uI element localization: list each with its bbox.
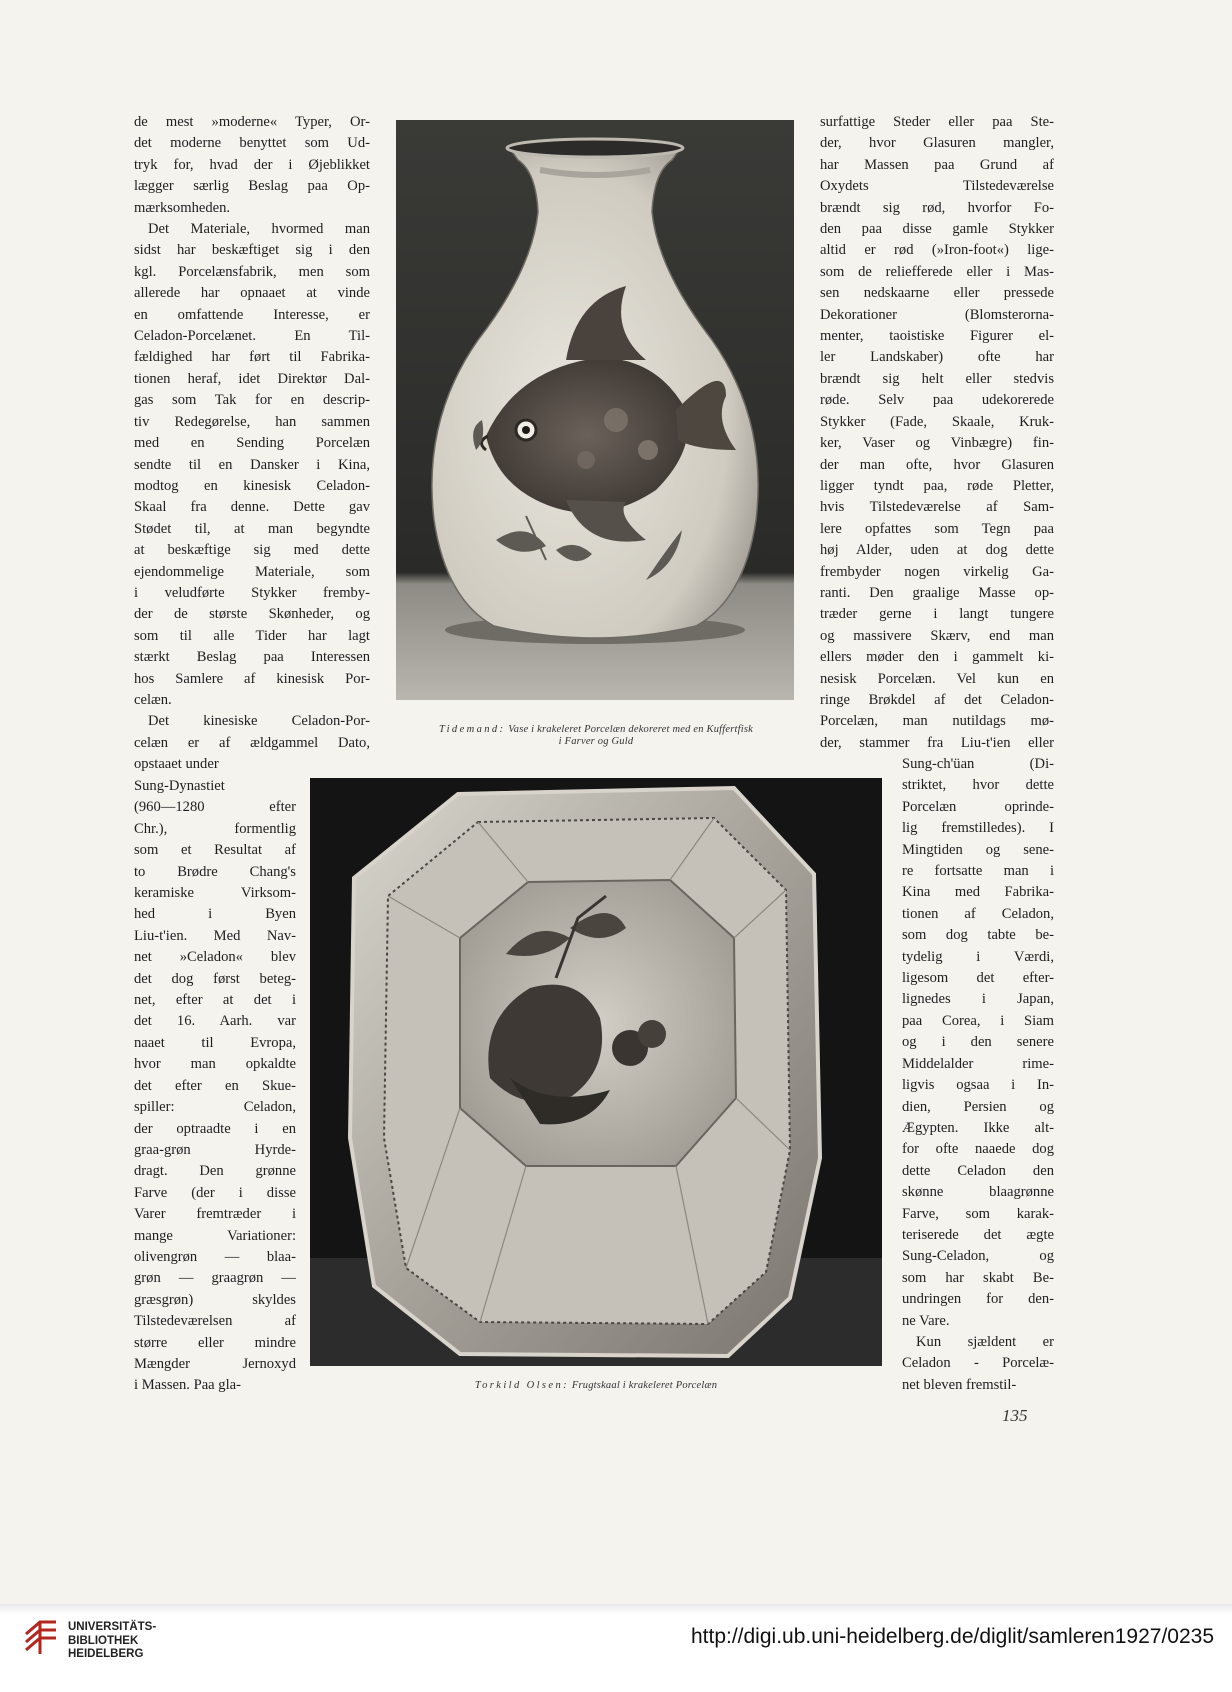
text-line: der man ofte, hvor Glasuren — [820, 456, 1054, 473]
text-line: graa-grøn Hyrde- — [134, 1141, 296, 1158]
vase-caption-text-2: i Farver og Guld — [558, 736, 634, 747]
text-line: som dog tabte be- — [902, 927, 1054, 944]
text-line: paa Corea, i Siam — [902, 1012, 1054, 1029]
library-name-line: BIBLIOTHEK — [68, 1634, 139, 1647]
text-line: fældighed har ført til Fabrika- — [134, 349, 370, 366]
text-line: det moderne benyttet som Ud- — [134, 135, 370, 152]
text-line: Det kinesiske Celadon-Por- — [148, 713, 370, 730]
text-line: Porcelæn, man nutildags mø- — [820, 713, 1054, 730]
text-line: røde. Selv paa udekorerede — [820, 392, 1054, 409]
text-line: gas som Tak for en descrip- — [134, 392, 370, 409]
text-line: med en Sending Porcelæn — [134, 435, 370, 452]
text-line: sidst har beskæftiget sig i den — [134, 242, 370, 259]
text-line: der de største Skønheder, og — [134, 606, 370, 623]
vase-photograph — [396, 120, 794, 700]
text-line: net »Celadon« blev — [134, 949, 296, 966]
text-column-left-narrow — [134, 776, 296, 1397]
text-line: har Massen paa Grund af — [820, 156, 1054, 173]
text-line: olivengrøn — blaa- — [134, 1248, 296, 1265]
text-line: Mingtiden og sene- — [902, 841, 1054, 858]
text-line: sen nedskaarne eller pressede — [820, 285, 1054, 302]
text-line: spiller: Celadon, — [134, 1099, 296, 1116]
text-line: Stødet til, at man begyndte — [134, 520, 370, 537]
text-line: Middelalder rime- — [902, 1055, 1054, 1072]
text-line: i veludførte Stykker fremby- — [134, 584, 370, 601]
text-line: nesisk Porcelæn. Vel kun en — [820, 670, 1054, 687]
text-line: ellers møder den i gammelt ki- — [820, 649, 1054, 666]
text-line: Kina med Fabrika- — [902, 884, 1054, 901]
text-line: som til alle Tider har lagt — [134, 627, 370, 644]
text-line: ringe Brøkdel af det Celadon- — [820, 691, 1054, 708]
text-line: Farve (der i disse — [134, 1184, 296, 1201]
text-line: modtog en kinesisk Celadon- — [134, 477, 370, 494]
text-line: dien, Persien og — [902, 1098, 1054, 1115]
vase-caption — [384, 724, 808, 748]
text-line: mange Variationer: — [134, 1227, 296, 1244]
text-line: Skaal fra denne. Dette gav — [134, 499, 370, 516]
text-line: der, hvor Glasuren mangler, — [820, 135, 1054, 152]
text-line: hed i Byen — [134, 906, 296, 923]
text-line: allerede har opnaaet at vinde — [134, 285, 370, 302]
text-line: høj Alder, uden at dog dette — [820, 542, 1054, 559]
text-line: lig fremstilledes). I — [902, 820, 1054, 837]
text-line: og i den senere — [902, 1034, 1054, 1051]
plate-caption — [310, 1380, 882, 1391]
text-column-left — [134, 112, 370, 776]
text-line: tydelig i Værdi, — [902, 948, 1054, 965]
text-line: kgl. Porcelænsfabrik, men som — [134, 263, 370, 280]
text-line: at beskæftige sig med dette — [134, 542, 370, 559]
plate-photograph — [310, 778, 882, 1366]
text-line: Sung-Celadon, og — [902, 1248, 1054, 1265]
text-line: Chr.), formentlig — [134, 820, 296, 837]
text-line: og massivere Skærv, end man — [820, 627, 1054, 644]
text-line: skønne blaagrønne — [902, 1184, 1054, 1201]
plate-illustration — [310, 778, 882, 1366]
text-line: Sung-Dynastiet — [134, 778, 225, 794]
text-line: som de reliefferede eller i Mas- — [820, 263, 1054, 280]
text-line: Det Materiale, hvormed man — [148, 221, 370, 238]
text-line: altid er rød (»Iron-foot«) lige- — [820, 242, 1054, 259]
text-line: ler Landskaber) ofte har — [820, 349, 1054, 366]
text-line: som et Resultat af — [134, 842, 296, 859]
text-line: lignedes i Japan, — [902, 991, 1054, 1008]
text-line: det efter en Skue- — [134, 1077, 296, 1094]
text-line: tiv Redegørelse, han sammen — [134, 413, 370, 430]
text-line: tionen af Celadon, — [902, 905, 1054, 922]
text-line: menter, taoistiske Figurer el- — [820, 328, 1054, 345]
text-line: net bleven fremstil- — [902, 1376, 1017, 1393]
text-line: surfattige Steder eller paa Ste- — [820, 114, 1054, 130]
plate-caption-text: Frugtskaal i krakeleret Porcelæn — [571, 1380, 718, 1391]
text-line: der optraadte i en — [134, 1120, 296, 1137]
text-line: ranti. Den graalige Masse op- — [820, 584, 1054, 601]
text-line: ligvis ogsaa i In- — [902, 1077, 1054, 1094]
vase-caption-artist: Tidemand: — [438, 724, 506, 735]
text-line: stærkt Beslag paa Interessen — [134, 649, 370, 666]
text-line: naaet til Evropa, — [134, 1034, 296, 1051]
text-line: det 16. Aarh. var — [134, 1013, 296, 1030]
text-line: ligesom det efter- — [902, 970, 1054, 987]
text-line: frembyder nogen virkelig Ga- — [820, 563, 1054, 580]
text-line: dragt. Den grønne — [134, 1163, 296, 1180]
text-line: opstaaet under — [134, 756, 219, 773]
text-line: celæn er af ældgammel Dato, — [134, 734, 370, 751]
text-line: for ofte naaede dog — [902, 1141, 1054, 1158]
text-line: to Brødre Chang's — [134, 863, 296, 880]
library-logo-icon — [22, 1614, 62, 1658]
library-name — [68, 1621, 156, 1662]
text-line: hvis Tilstedeværelse af Sam- — [820, 499, 1054, 516]
text-line: Liu-t'ien. Med Nav- — [134, 927, 296, 944]
text-line: Oxydets Tilstedeværelse — [820, 178, 1054, 195]
text-line: brændt sig rød, hvorfor Fo- — [820, 199, 1054, 216]
text-line: Tilstedeværelsen af — [134, 1313, 296, 1330]
text-line: tryk for, hvad der i Øjeblikket — [134, 156, 370, 173]
text-line: (960—1280 efter — [134, 799, 296, 816]
text-line: der, stammer fra Liu-t'ien eller — [820, 734, 1054, 751]
text-line: lere opfattes som Tegn paa — [820, 520, 1054, 537]
text-line: ligger tyndt paa, røde Pletter, — [820, 477, 1054, 494]
library-name-line: HEIDELBERG — [68, 1648, 144, 1660]
text-line: teriserede det ægte — [902, 1226, 1054, 1243]
text-line: Varer fremtræder i — [134, 1206, 296, 1223]
text-line: ne Vare. — [902, 1312, 950, 1329]
text-line: Ægypten. Ikke alt- — [902, 1119, 1054, 1136]
text-line: keramiske Virksom- — [134, 885, 296, 902]
text-line: mærksomheden. — [134, 199, 231, 216]
text-column-right-narrow — [902, 754, 1054, 1396]
text-line: en omfattende Interesse, er — [134, 306, 370, 323]
text-line: større eller mindre — [134, 1334, 296, 1351]
text-line: striktet, hvor dette — [902, 777, 1054, 794]
vase-caption-text-1: Vase i krakeleret Porcelæn dekoreret med en Kuffertfisk — [508, 724, 754, 735]
footer-divider — [0, 1604, 1232, 1614]
text-line: Sung-ch'üan (Di- — [902, 756, 1054, 772]
source-url-link[interactable]: http://digi.ub.uni-heidelberg.de/diglit/samleren1927/0235 — [690, 1625, 1214, 1648]
text-line: det dog først beteg- — [134, 970, 296, 987]
text-line: grøn — graagrøn — — [134, 1270, 296, 1287]
text-line: brændt sig helt eller stedvis — [820, 370, 1054, 387]
text-line: Mængder Jernoxyd — [134, 1355, 296, 1372]
text-line: Celadon - Porcelæ- — [902, 1355, 1054, 1372]
text-line: celæn. — [134, 691, 172, 708]
text-line: hvor man opkaldte — [134, 1056, 296, 1073]
text-line: græsgrøn) skyldes — [134, 1291, 296, 1308]
vase-illustration — [396, 120, 794, 700]
text-line: sendte til en Dansker i Kina, — [134, 456, 370, 473]
text-line: træder gerne i langt tungere — [820, 606, 1054, 623]
text-line: Dekorationer (Blomsterorna- — [820, 306, 1054, 323]
text-line: Celadon-Porcelænet. En Til- — [134, 328, 370, 345]
text-line: tionen heraf, idet Direktør Dal- — [134, 370, 370, 387]
text-line: lægger særlig Beslag paa Op- — [134, 178, 370, 195]
library-name-line: UNIVERSITÄTS- — [68, 1621, 157, 1633]
text-line: som har skabt Be- — [902, 1269, 1054, 1286]
plate-caption-artist: Torkild Olsen: — [474, 1380, 570, 1391]
text-column-right — [820, 112, 1054, 754]
text-line: net, efter at det i — [134, 992, 296, 1009]
text-line: Kun sjældent er — [916, 1333, 1054, 1350]
text-line: dette Celadon den — [902, 1162, 1054, 1179]
text-line: Farve, som karak- — [902, 1205, 1054, 1222]
text-line: ker, Vaser og Vinbægre) fin- — [820, 435, 1054, 452]
text-line: undringen for den- — [902, 1291, 1054, 1308]
text-line: de mest »moderne« Typer, Or- — [134, 114, 370, 130]
text-line: re fortsatte man i — [902, 863, 1054, 880]
text-line: den paa disse gamle Stykker — [820, 221, 1054, 238]
text-line: Stykker (Fade, Skaale, Kruk- — [820, 413, 1054, 430]
page-number: 135 — [1002, 1406, 1028, 1425]
text-line: Porcelæn oprinde- — [902, 798, 1054, 815]
text-line: hos Samlere af kinesisk Por- — [134, 670, 370, 687]
text-line: ejendommelige Materiale, som — [134, 563, 370, 580]
text-line: i Massen. Paa gla- — [134, 1377, 241, 1394]
